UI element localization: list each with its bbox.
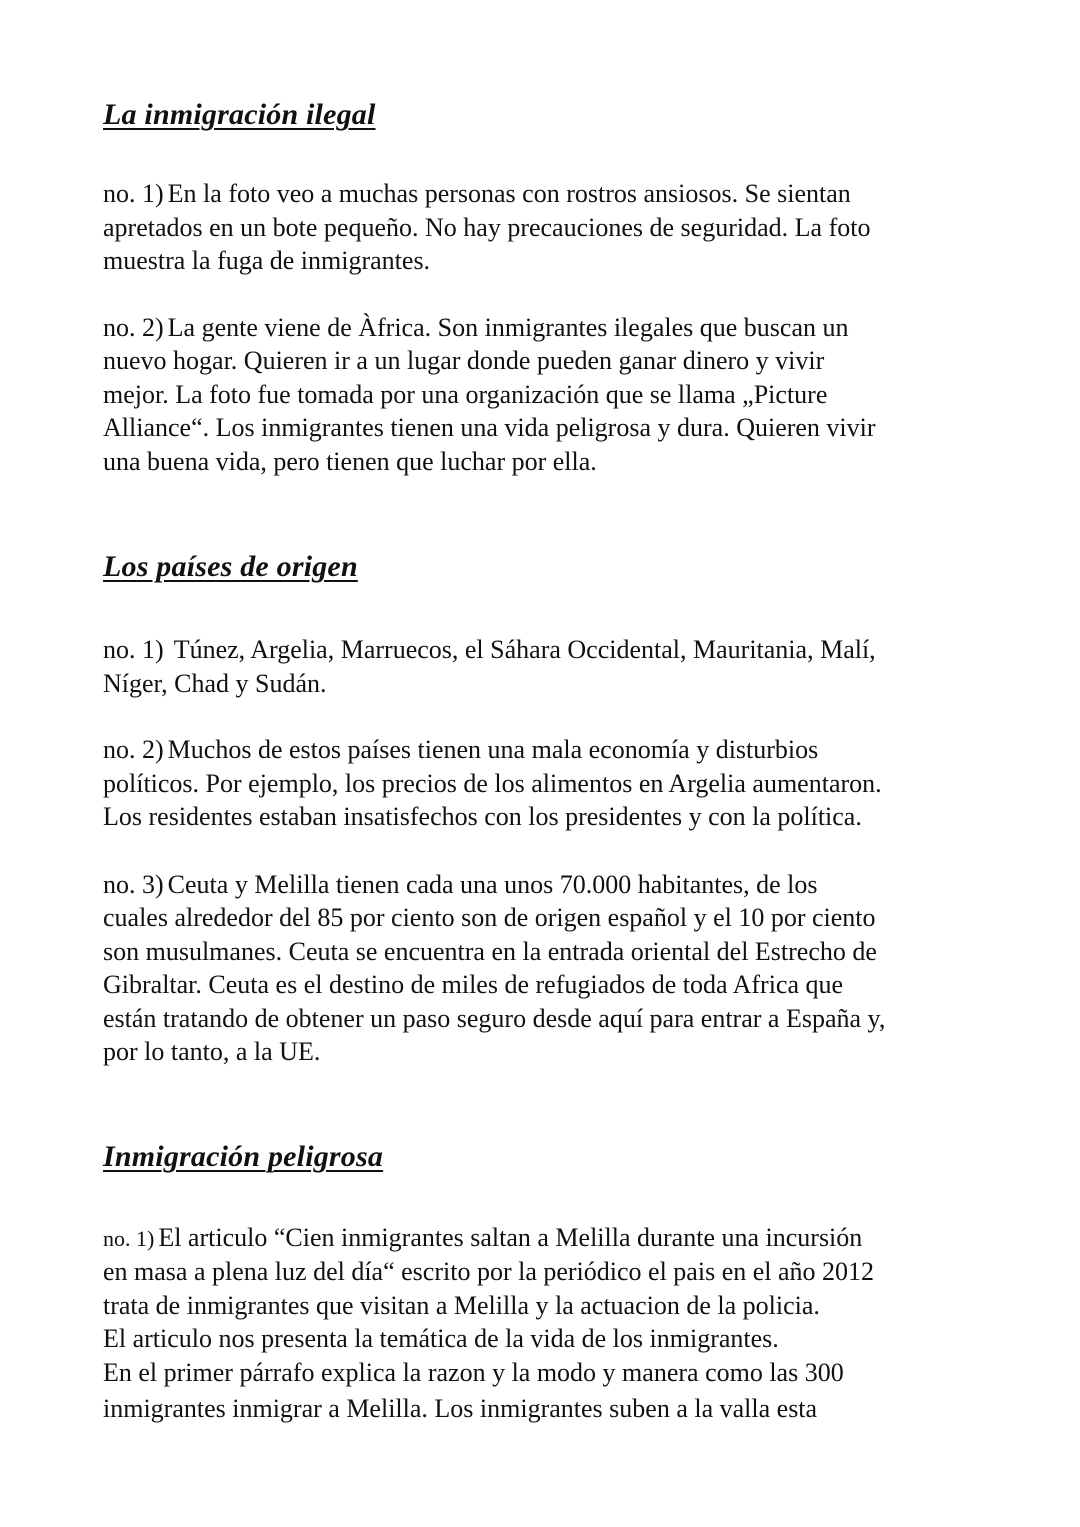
paragraph-line: no. 3) Ceuta y Melilla tienen cada una unos 70.000 habitantes, de los	[103, 869, 818, 899]
paragraph-number: no. 2)	[103, 735, 164, 764]
paragraph-country-list	[103, 633, 993, 700]
paragraph-origin-of-people	[103, 311, 993, 479]
paragraph-ceuta-melilla	[103, 868, 993, 1069]
paragraph-line: no. 1) Túnez, Argelia, Marruecos, el Sáhara Occidental, Mauritania, Malí,	[103, 635, 876, 664]
paragraph-line: muestra la fuga de inmigrantes.	[103, 246, 431, 275]
paragraph-line: El articulo nos presenta la temática de la vida de los inmigrantes.	[103, 1324, 779, 1353]
paragraph-line: están tratando de obtener un paso seguro desde aquí para entrar a España y,	[103, 1003, 886, 1033]
paragraph-number: no. 2)	[103, 312, 164, 342]
paragraph-line: trata de inmigrantes que visitan a Melilla y la actuacion de la policia.	[103, 1290, 820, 1320]
section-heading-countries-of-origin: Los países de origen	[103, 550, 358, 583]
paragraph-article-summary	[103, 1221, 993, 1426]
paragraph-line: por lo tanto, a la UE.	[103, 1037, 321, 1066]
paragraph-number: no. 1)	[103, 179, 164, 208]
paragraph-line: Níger, Chad y Sudán.	[103, 668, 327, 698]
paragraph-line: cuales alrededor del 85 por ciento son de origen español y el 10 por ciento	[103, 903, 876, 932]
paragraph-line: Gibraltar. Ceuta es el destino de miles de refugiados de toda Africa que	[103, 970, 844, 999]
document-page	[103, 96, 993, 1426]
paragraph-number: no. 1)	[103, 1225, 155, 1251]
paragraph-line: son musulmanes. Ceuta se encuentra en la entrada oriental del Estrecho de	[103, 936, 877, 966]
section-heading-dangerous-immigration: Inmigración peligrosa	[103, 1139, 384, 1173]
paragraph-economy	[103, 733, 993, 834]
paragraph-line: apretados en un bote pequeño. No hay precauciones de seguridad. La foto	[103, 212, 871, 242]
paragraph-line: no. 2) Muchos de estos países tienen una mala economía y disturbios	[103, 735, 819, 764]
paragraph-line: inmigrantes inmigrar a Melilla. Los inmigrantes suben a la valla esta	[103, 1394, 818, 1423]
paragraph-line: no. 1) El articulo “Cien inmigrantes saltan a Melilla durante una incursión	[103, 1222, 863, 1252]
paragraph-line: Alliance“. Los inmigrantes tienen una vida peligrosa y dura. Quieren vivir	[103, 413, 876, 442]
paragraph-number: no. 1)	[103, 635, 164, 664]
paragraph-line: políticos. Por ejemplo, los precios de los alimentos en Argelia aumentaron.	[103, 768, 882, 798]
section-heading-illegal-immigration: La inmigración ilegal	[103, 98, 376, 131]
paragraph-line: no. 2) La gente viene de Àfrica. Son inmigrantes ilegales que buscan un	[103, 312, 849, 342]
paragraph-photo-description	[103, 177, 993, 278]
paragraph-line: mejor. La foto fue tomada por una organización que se llama „Picture	[103, 379, 828, 409]
paragraph-line: no. 1) En la foto veo a muchas personas con rostros ansiosos. Se sientan	[103, 179, 851, 208]
paragraph-line: en masa a plena luz del día“ escrito por la periódico el pais en el año 2012	[103, 1257, 875, 1286]
paragraph-line: En el primer párrafo explica la razon y la modo y manera como las 300	[103, 1357, 844, 1387]
paragraph-line: Los residentes estaban insatisfechos con los presidentes y con la política.	[103, 802, 862, 831]
paragraph-line: una buena vida, pero tienen que luchar por ella.	[103, 446, 597, 476]
paragraph-number: no. 3)	[103, 869, 164, 899]
paragraph-line: nuevo hogar. Quieren ir a un lugar donde pueden ganar dinero y vivir	[103, 346, 825, 375]
